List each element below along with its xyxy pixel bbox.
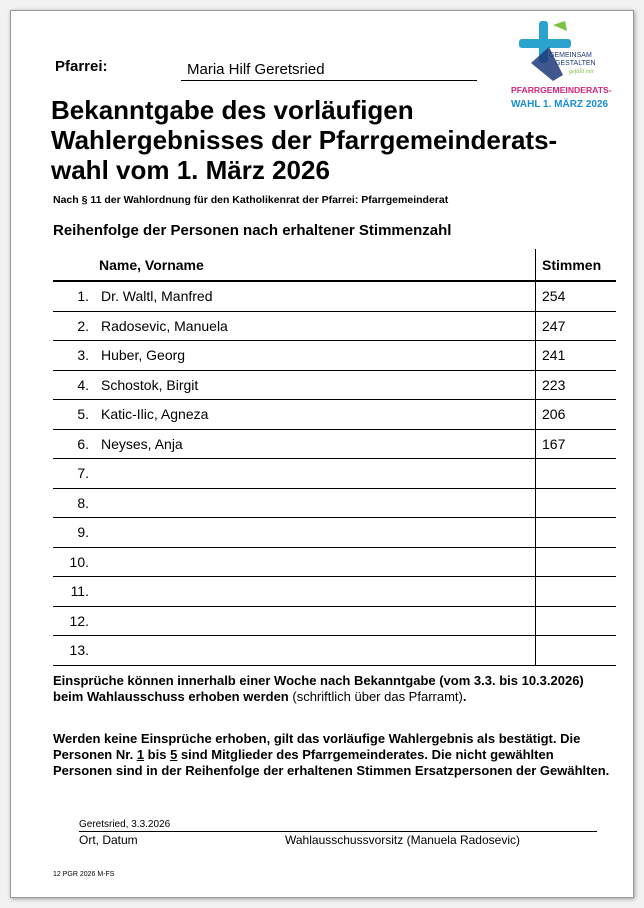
vote-count: [536, 577, 617, 607]
row-number: 12.: [53, 606, 99, 636]
row-number: 5.: [53, 400, 99, 430]
row-number: 9.: [53, 518, 99, 548]
candidate-name: [99, 636, 536, 666]
vote-count: [536, 488, 617, 518]
logo-accent-green: [553, 21, 567, 31]
results-table: [53, 249, 616, 666]
section-title: Reihenfolge der Personen nach erhaltener Stimmenzahl: [53, 222, 452, 239]
parish-label: Pfarrei:: [55, 58, 108, 75]
table-row: [53, 311, 616, 341]
vote-count: 223: [536, 370, 617, 400]
header-votes: Stimmen: [536, 249, 617, 281]
candidate-name: [99, 606, 536, 636]
candidate-name: [99, 459, 536, 489]
logo-line-3: PFARRGEMEINDERATS-: [511, 85, 612, 95]
parish-underline: [181, 80, 477, 81]
confirmation-part-1: Werden keine Einsprüche erhoben, gilt das vorläufige Wahlergebnis als bestätigt. Die Personen Nr.: [53, 731, 581, 762]
candidate-name: [99, 518, 536, 548]
page-title: [51, 95, 557, 185]
vote-count: [536, 606, 617, 636]
row-number: 1.: [53, 281, 99, 311]
document-code: 12 PGR 2026 M-FS: [53, 871, 115, 878]
objection-notice: [53, 673, 613, 705]
signature-place-date: Geretsried, 3.3.2026: [79, 819, 171, 830]
table-row: [53, 429, 616, 459]
candidate-name: Radosevic, Manuela: [99, 311, 536, 341]
vote-count: 254: [536, 281, 617, 311]
row-number: 3.: [53, 341, 99, 371]
table-row: [53, 488, 616, 518]
row-number: 11.: [53, 577, 99, 607]
vote-count: [536, 547, 617, 577]
candidate-name: Katic-Ilic, Agneza: [99, 400, 536, 430]
confirmation-from: 1: [136, 747, 145, 762]
row-number: 7.: [53, 459, 99, 489]
candidate-name: Dr. Waltl, Manfred: [99, 281, 536, 311]
title-line-1: Bekanntgabe des vorläufigen: [51, 95, 414, 125]
candidate-name: Schostok, Birgit: [99, 370, 536, 400]
table-row: [53, 341, 616, 371]
table-row: [53, 400, 616, 430]
vote-count: 167: [536, 429, 617, 459]
subtitle: Nach § 11 der Wahlordnung für den Katholikenrat der Pfarrei: Pfarrgemeinderat: [53, 194, 449, 206]
logo-tagline: gefällt mir: [569, 69, 595, 75]
candidate-name: Huber, Georg: [99, 341, 536, 371]
vote-count: [536, 636, 617, 666]
header-name: Name, Vorname: [99, 249, 536, 281]
vote-count: [536, 518, 617, 548]
election-logo: [509, 17, 621, 121]
title-line-3: wahl vom 1. März 2026: [51, 155, 330, 185]
header-number: [53, 249, 99, 281]
table-row: [53, 577, 616, 607]
candidate-name: Neyses, Anja: [99, 429, 536, 459]
row-number: 8.: [53, 488, 99, 518]
objection-text: Einsprüche können innerhalb einer Woche nach Bekanntgabe (vom 3.3. bis 10.3.2026) beim Wahlausschuss erhoben werden: [53, 673, 584, 704]
candidate-name: [99, 577, 536, 607]
candidate-name: [99, 488, 536, 518]
row-number: 13.: [53, 636, 99, 666]
row-number: 4.: [53, 370, 99, 400]
signature-chair-label: Wahlausschussvorsitz (Manuela Radosevic): [285, 833, 520, 847]
signature-line: [79, 831, 597, 832]
signature-place-date-label: Ort, Datum: [79, 833, 138, 847]
vote-count: 206: [536, 400, 617, 430]
confirmation-notice: [53, 731, 613, 779]
logo-cross-horizontal: [519, 39, 571, 48]
confirmation-to: 5: [170, 747, 178, 762]
row-number: 10.: [53, 547, 99, 577]
vote-count: 247: [536, 311, 617, 341]
candidate-name: [99, 547, 536, 577]
table-row: [53, 547, 616, 577]
confirmation-part-3: sind Mitglieder des Pfarrgemeinderates. Die nicht gewählten Personen sind in der Reihenfolge der erhaltenen Stimmen Ersatzpersonen der Gewählten.: [53, 747, 610, 778]
confirmation-part-2: bis: [144, 747, 171, 762]
row-number: 6.: [53, 429, 99, 459]
table-row: [53, 370, 616, 400]
table-row: [53, 636, 616, 666]
vote-count: [536, 459, 617, 489]
parish-name: Maria Hilf Geretsried: [187, 61, 325, 78]
objection-end: .: [462, 689, 467, 704]
table-row: [53, 606, 616, 636]
title-line-2: Wahlergebnisses der Pfarrgemeinderats-: [51, 125, 558, 155]
row-number: 2.: [53, 311, 99, 341]
table-row: [53, 281, 616, 311]
vote-count: 241: [536, 341, 617, 371]
logo-line-2: GESTALTEN: [555, 60, 596, 67]
logo-line-1: GEMEINSAM: [549, 52, 592, 59]
objection-note: (schriftlich über das Pfarramt): [288, 689, 463, 704]
results-header-row: [53, 249, 616, 281]
table-row: [53, 459, 616, 489]
document-page: [10, 10, 634, 898]
logo-line-4: WAHL 1. MÄRZ 2026: [511, 99, 609, 110]
table-row: [53, 518, 616, 548]
